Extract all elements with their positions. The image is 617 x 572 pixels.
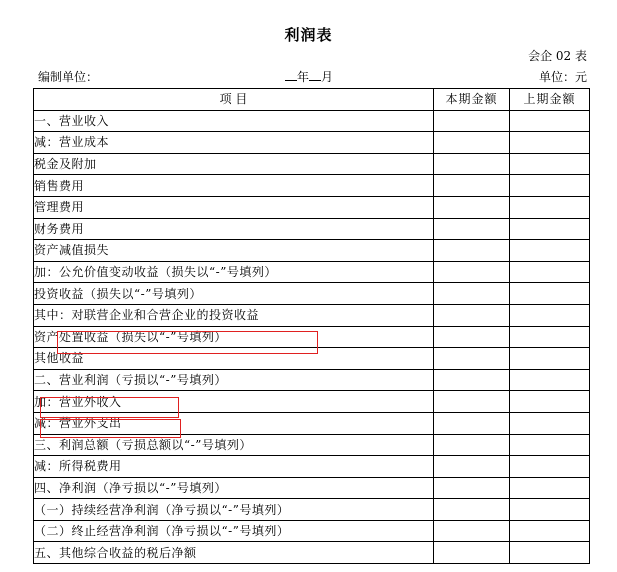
compiler-label: 编制单位： xyxy=(38,70,99,84)
prior-amount-cell[interactable] xyxy=(510,542,590,564)
prior-amount-cell[interactable] xyxy=(510,153,590,175)
row-label: 其中：对联营企业和合营企业的投资收益 xyxy=(34,304,434,326)
current-amount-cell[interactable] xyxy=(434,434,510,456)
current-amount-cell[interactable] xyxy=(434,412,510,434)
prior-amount-cell[interactable] xyxy=(510,196,590,218)
current-amount-cell[interactable] xyxy=(434,283,510,305)
current-amount-cell[interactable] xyxy=(434,153,510,175)
table-row xyxy=(34,412,590,434)
prior-amount-cell[interactable] xyxy=(510,456,590,478)
row-label: 投资收益（损失以“-”号填列） xyxy=(34,283,434,305)
current-amount-cell[interactable] xyxy=(434,456,510,478)
current-amount-cell[interactable] xyxy=(434,369,510,391)
period-field xyxy=(285,68,333,85)
prior-amount-cell[interactable] xyxy=(510,477,590,499)
prior-amount-cell[interactable] xyxy=(510,326,590,348)
table-row xyxy=(34,326,590,348)
table-row xyxy=(34,261,590,283)
row-label: 减：所得税费用 xyxy=(34,456,434,478)
row-label: 资产处置收益（损失以“-”号填列） xyxy=(34,326,434,348)
prior-amount-cell[interactable] xyxy=(510,304,590,326)
prior-amount-cell[interactable] xyxy=(510,412,590,434)
table-row xyxy=(34,477,590,499)
table-row xyxy=(34,175,590,197)
table-row xyxy=(34,369,590,391)
unit-label: 单位：元 xyxy=(538,70,587,84)
month-label: 月 xyxy=(321,70,334,84)
header-prior-amount: 上期金额 xyxy=(510,89,590,111)
prior-amount-cell[interactable] xyxy=(510,261,590,283)
row-label: 五、其他综合收益的税后净额 xyxy=(34,542,434,564)
row-label: 资产减值损失 xyxy=(34,240,434,262)
table-row xyxy=(34,434,590,456)
current-amount-cell[interactable] xyxy=(434,520,510,542)
table-row xyxy=(34,456,590,478)
table-row xyxy=(34,391,590,413)
table-row xyxy=(34,196,590,218)
row-label: 四、净利润（净亏损以“-”号填列） xyxy=(34,477,434,499)
row-label: 财务费用 xyxy=(34,218,434,240)
row-label: 其他收益 xyxy=(34,348,434,370)
current-amount-cell[interactable] xyxy=(434,110,510,132)
row-label: 加：公允价值变动收益（损失以“-”号填列） xyxy=(34,261,434,283)
row-label: 减：营业外支出 xyxy=(34,412,434,434)
row-label: （二）终止经营净利润（净亏损以“-”号填列） xyxy=(34,520,434,542)
current-amount-cell[interactable] xyxy=(434,261,510,283)
current-amount-cell[interactable] xyxy=(434,196,510,218)
table-header-row xyxy=(34,89,590,111)
month-blank xyxy=(309,69,321,81)
prior-amount-cell[interactable] xyxy=(510,283,590,305)
table-row xyxy=(34,304,590,326)
table-row xyxy=(34,110,590,132)
prior-amount-cell[interactable] xyxy=(510,391,590,413)
current-amount-cell[interactable] xyxy=(434,304,510,326)
table-row xyxy=(34,153,590,175)
table-row xyxy=(34,542,590,564)
income-statement-table xyxy=(33,88,590,564)
current-amount-cell[interactable] xyxy=(434,175,510,197)
table-row xyxy=(34,499,590,521)
current-amount-cell[interactable] xyxy=(434,132,510,154)
prior-amount-cell[interactable] xyxy=(510,499,590,521)
current-amount-cell[interactable] xyxy=(434,499,510,521)
table-row xyxy=(34,283,590,305)
row-label: （一）持续经营净利润（净亏损以“-”号填列） xyxy=(34,499,434,521)
header-item: 项 目 xyxy=(34,89,434,111)
row-label: 三、利润总额（亏损总额以“-”号填列） xyxy=(34,434,434,456)
current-amount-cell[interactable] xyxy=(434,326,510,348)
current-amount-cell[interactable] xyxy=(434,218,510,240)
statement-title: 利润表 xyxy=(284,26,333,44)
row-label: 税金及附加 xyxy=(34,153,434,175)
prior-amount-cell[interactable] xyxy=(510,369,590,391)
table-row xyxy=(34,132,590,154)
prior-amount-cell[interactable] xyxy=(510,240,590,262)
table-row xyxy=(34,240,590,262)
prior-amount-cell[interactable] xyxy=(510,520,590,542)
header-current-amount: 本期金额 xyxy=(434,89,510,111)
form-code: 会企 02 表 xyxy=(528,49,587,63)
current-amount-cell[interactable] xyxy=(434,391,510,413)
prior-amount-cell[interactable] xyxy=(510,218,590,240)
row-label: 二、营业利润（亏损以“-”号填列） xyxy=(34,369,434,391)
row-label: 销售费用 xyxy=(34,175,434,197)
table-row xyxy=(34,348,590,370)
row-label: 减：营业成本 xyxy=(34,132,434,154)
year-label: 年 xyxy=(297,70,310,84)
prior-amount-cell[interactable] xyxy=(510,132,590,154)
current-amount-cell[interactable] xyxy=(434,240,510,262)
current-amount-cell[interactable] xyxy=(434,348,510,370)
current-amount-cell[interactable] xyxy=(434,542,510,564)
prior-amount-cell[interactable] xyxy=(510,110,590,132)
current-amount-cell[interactable] xyxy=(434,477,510,499)
table-row xyxy=(34,218,590,240)
year-blank xyxy=(285,69,297,81)
prior-amount-cell[interactable] xyxy=(510,175,590,197)
row-label: 管理费用 xyxy=(34,196,434,218)
prior-amount-cell[interactable] xyxy=(510,434,590,456)
row-label: 一、营业收入 xyxy=(34,110,434,132)
table-row xyxy=(34,520,590,542)
prior-amount-cell[interactable] xyxy=(510,348,590,370)
row-label: 加：营业外收入 xyxy=(34,391,434,413)
